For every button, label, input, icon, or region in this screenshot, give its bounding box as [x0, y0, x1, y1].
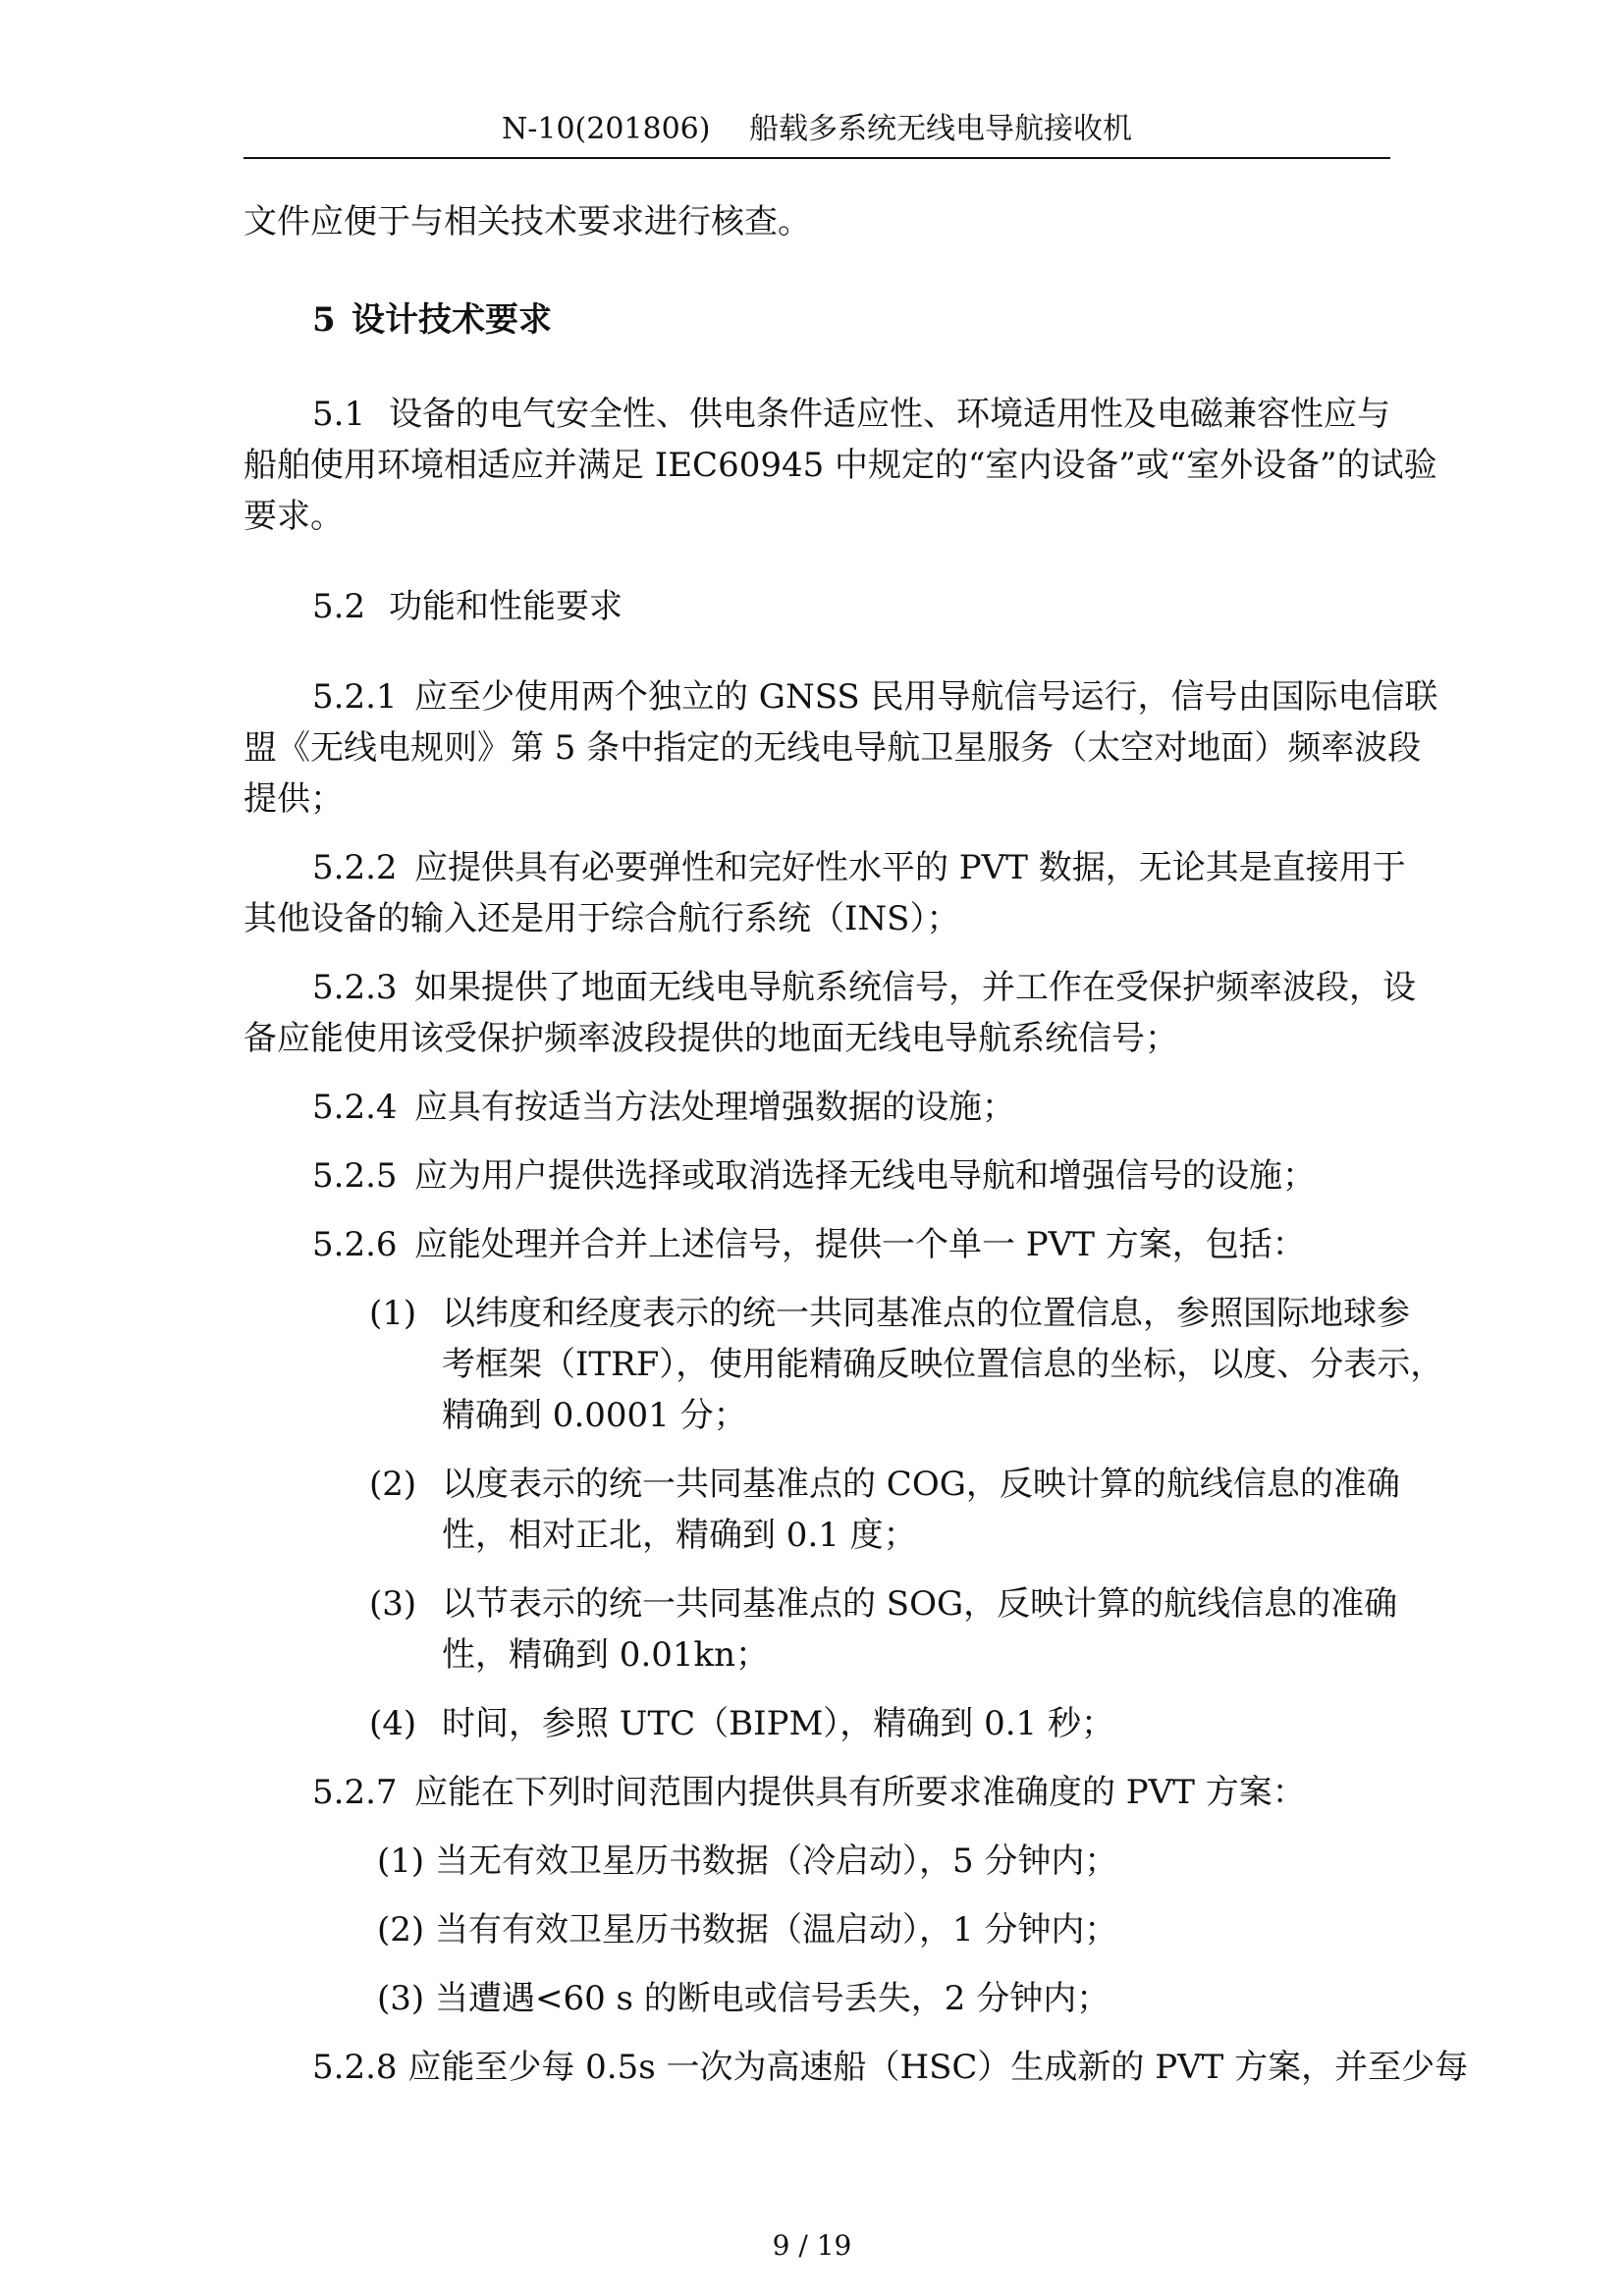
- text-line: 时间，参照 UTC（BIPM），精确到 0.1 秒；: [442, 1704, 1114, 1743]
- text-line: 应为用户提供选择或取消选择无线电导航和增强信号的设施；: [414, 1156, 1316, 1196]
- section-number: 5: [312, 300, 336, 340]
- text-line: 盟《无线电规则》第 5 条中指定的无线电导航卫星服务（太空对地面）频率波段: [244, 728, 1422, 768]
- text-line: 如果提供了地面无线电导航系统信号，并工作在受保护频率波段，设: [414, 968, 1416, 1007]
- text-line: 性，精确到 0.01kn；: [442, 1635, 770, 1675]
- clause-5-2-6: [312, 1223, 1306, 1266]
- list-item: [369, 1582, 1397, 1626]
- text-line: 应具有按适当方法处理增强数据的设施；: [414, 1088, 1015, 1127]
- text-line: 应至少使用两个独立的 GNSS 民用导航信号运行，信号由国际电信联: [414, 677, 1438, 717]
- text-line: 提供；: [244, 779, 344, 819]
- list-item: (2) 当有有效卫星历书数据（温启动），1 分钟内；: [377, 1910, 1118, 1949]
- text-line: 以节表示的统一共同基准点的 SOG，反映计算的航线信息的准确: [442, 1584, 1398, 1624]
- list-number: (4): [369, 1704, 417, 1743]
- clause-number: 5.2.1: [312, 677, 398, 717]
- text-line: 功能和性能要求: [389, 587, 623, 626]
- clause-number: 5.1: [312, 395, 366, 434]
- text-line: 以纬度和经度表示的统一共同基准点的位置信息，参照国际地球参: [442, 1294, 1410, 1333]
- list-number: (1): [369, 1294, 417, 1333]
- header-divider: [244, 157, 1390, 159]
- text-line: 要求。: [244, 497, 344, 536]
- clause-number: 5.2.3: [312, 968, 398, 1007]
- list-number: (3): [369, 1584, 417, 1624]
- text-line: 设备的电气安全性、供电条件适应性、环境适用性及电磁兼容性应与: [389, 395, 1390, 434]
- clause-number: 5.2: [312, 587, 366, 626]
- text-line: 精确到 0.0001 分；: [442, 1396, 747, 1435]
- paragraph-5-1: [312, 393, 1390, 436]
- list-item: [369, 1292, 1410, 1335]
- clause-number: 5.2.7: [312, 1773, 398, 1812]
- page-header: N-10(201806) 船载多系统无线电导航接收机: [501, 112, 1133, 146]
- clause-5-2-3: [312, 966, 1416, 1009]
- text-line: 应能处理并合并上述信号，提供一个单一 PVT 方案，包括：: [414, 1225, 1306, 1264]
- section-title: 设计技术要求: [352, 300, 552, 340]
- clause-5-2-1: [312, 675, 1438, 719]
- list-item: (3) 当遭遇<60 s 的断电或信号丢失，2 分钟内；: [377, 1979, 1110, 2018]
- list-item: [369, 1702, 1114, 1745]
- text-line: 性，相对正北，精确到 0.1 度；: [442, 1516, 917, 1555]
- section-heading: [312, 298, 552, 342]
- text-line: 应提供具有必要弹性和完好性水平的 PVT 数据，无论其是直接用于: [414, 848, 1406, 887]
- clause-5-2-5: [312, 1154, 1316, 1198]
- list-item: [369, 1463, 1400, 1506]
- clause-5-2-4: [312, 1086, 1015, 1129]
- text-line: 以度表示的统一共同基准点的 COG，反映计算的航线信息的准确: [442, 1465, 1400, 1504]
- clause-number: 5.2.5: [312, 1156, 398, 1196]
- text-line: 船舶使用环境相适应并满足 IEC60945 中规定的“室内设备”或“室外设备”的试验: [244, 446, 1437, 485]
- clause-number: 5.2.6: [312, 1225, 398, 1264]
- clause-number: 5.2.4: [312, 1088, 398, 1127]
- subsection-5-2: [312, 585, 623, 628]
- text-line: 考框架（ITRF），使用能精确反映位置信息的坐标，以度、分表示，: [442, 1345, 1444, 1384]
- text-line: 应能在下列时间范围内提供具有所要求准确度的 PVT 方案：: [414, 1773, 1306, 1812]
- clause-5-2-7: [312, 1771, 1306, 1814]
- list-number: (2): [369, 1465, 417, 1504]
- text-line: 其他设备的输入还是用于综合航行系统（INS）；: [244, 899, 960, 938]
- list-item: (1) 当无有效卫星历书数据（冷启动），5 分钟内；: [377, 1842, 1118, 1881]
- text-line: 文件应便于与相关技术要求进行核查。: [244, 202, 811, 241]
- page-number: 9 / 19: [772, 2229, 852, 2262]
- text-line: 备应能使用该受保护频率波段提供的地面无线电导航系统信号；: [244, 1019, 1178, 1058]
- clause-5-2-2: [312, 846, 1406, 889]
- clause-5-2-8: 5.2.8 应能至少每 0.5s 一次为高速船（HSC）生成新的 PVT 方案，并至少每: [312, 2048, 1469, 2087]
- clause-number: 5.2.2: [312, 848, 398, 887]
